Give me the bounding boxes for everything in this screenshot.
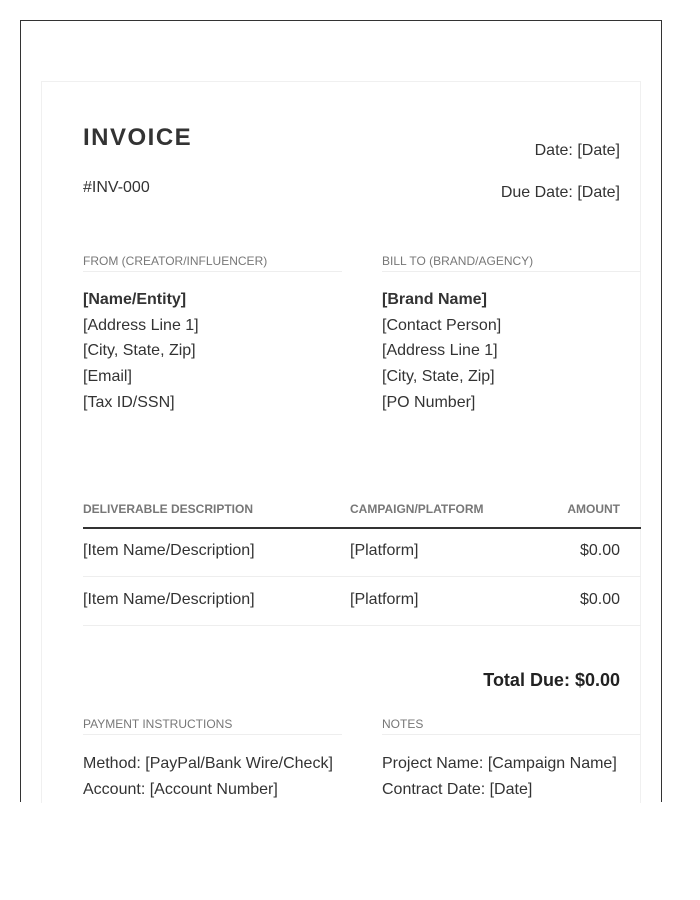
invoice-title: INVOICE [83,124,193,151]
table-row-2-amount: $0.00 [579,591,620,608]
invoice-card [41,81,641,803]
table-header-amount: AMOUNT [567,502,620,516]
payment-instructions-label: PAYMENT INSTRUCTIONS [83,717,233,731]
notes-block [382,751,617,803]
bill-to-name: [Brand Name] [382,291,487,308]
table-row-1-amount: $0.00 [579,542,620,559]
table-row-1-platform: [Platform] [350,542,419,559]
from-city-line: [City, State, Zip] [83,342,196,360]
notes-project-line: Project Name: [Campaign Name] [382,755,617,772]
from-address-block [83,287,199,416]
from-address-line: [Address Line 1] [83,316,199,334]
invoice-due-date: Due Date: [Date] [500,184,620,201]
table-row-2-description: [Item Name/Description] [83,591,255,608]
bill-to-contact-line: [Contact Person] [382,316,502,334]
notes-label: NOTES [382,717,424,731]
invoice-date: Date: [Date] [534,142,620,159]
bill-to-city-line: [City, State, Zip] [382,368,495,386]
from-email-line: [Email] [83,368,132,386]
page-frame [20,20,662,802]
table-row-divider [83,625,641,626]
bill-to-label: BILL TO (BRAND/AGENCY) [382,254,534,268]
from-taxid-line: [Tax ID/SSN] [83,393,175,411]
invoice-number: #INV-000 [83,179,150,196]
bill-to-po-line: [PO Number] [382,393,476,411]
notes-divider [382,734,641,735]
notes-contract-date-line: Contract Date: [Date] [382,781,533,798]
table-header-divider [83,527,641,529]
bill-to-address-block [382,287,501,416]
payment-method-line: Method: [PayPal/Bank Wire/Check] [83,755,333,772]
table-row-1-description: [Item Name/Description] [83,542,255,559]
bill-to-address-line: [Address Line 1] [382,342,498,360]
table-header-description: DELIVERABLE DESCRIPTION [83,502,254,516]
from-label: FROM (CREATOR/INFLUENCER) [83,254,268,268]
table-header-platform: CAMPAIGN/PLATFORM [350,502,484,516]
table-row-divider [83,576,641,577]
from-divider [83,271,342,272]
payment-account-line: Account: [Account Number] [83,781,278,798]
bill-to-divider [382,271,641,272]
payment-instructions-block [83,751,333,803]
from-name: [Name/Entity] [83,291,187,308]
total-due: Total Due: $0.00 [483,670,620,690]
payment-divider [83,734,342,735]
table-row-2-platform: [Platform] [350,591,419,608]
